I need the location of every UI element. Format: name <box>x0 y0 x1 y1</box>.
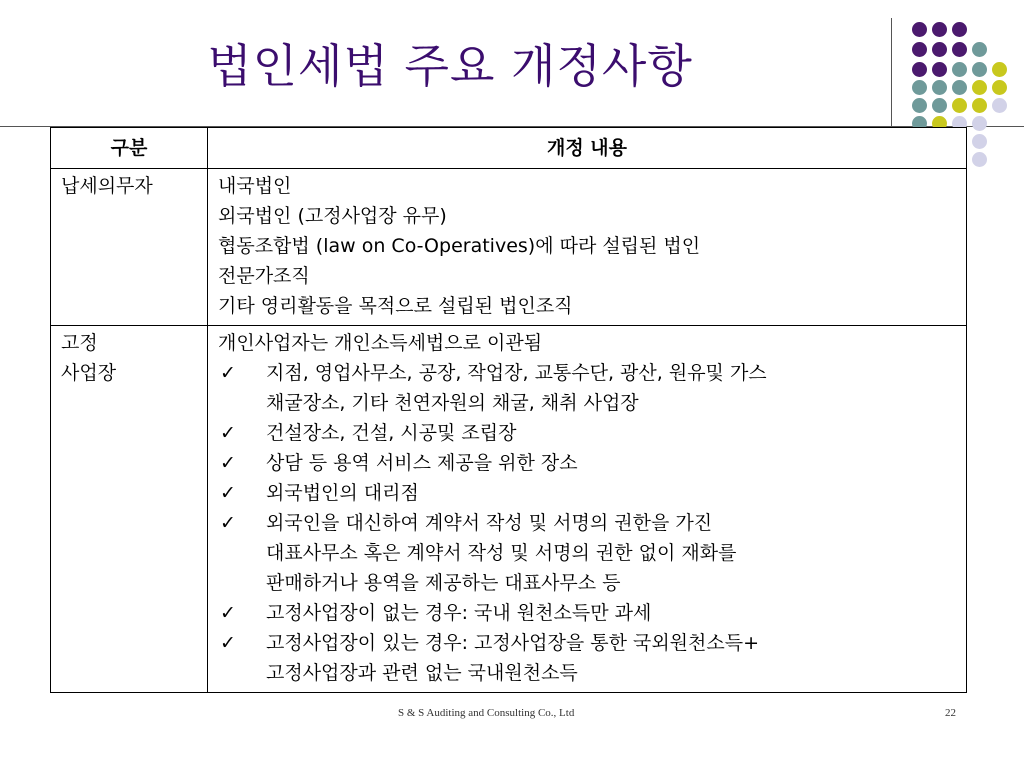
check-icon: ✓ <box>220 632 236 654</box>
decor-dot <box>952 98 967 113</box>
check-icon: ✓ <box>220 602 236 624</box>
checklist-text: 대표사무소 혹은 계약서 작성 및 서명의 권한 없이 재화를 <box>266 542 737 564</box>
decor-dot <box>972 98 987 113</box>
category-text: 고정 <box>61 332 98 354</box>
category-text: 납세의무자 <box>61 175 153 197</box>
content-line: 협동조합법 (law on Co-Operatives)에 따라 설립된 법인 <box>218 235 701 257</box>
decor-dot <box>992 62 1007 77</box>
decor-dot <box>952 80 967 95</box>
decor-dot <box>912 42 927 57</box>
decor-dot <box>952 62 967 77</box>
check-icon: ✓ <box>220 512 236 534</box>
page-title: 법인세법 주요 개정사항 <box>207 39 693 93</box>
checklist-text: 건설장소, 건설, 시공및 조립장 <box>266 422 517 444</box>
row-content <box>208 169 967 326</box>
checklist-item <box>218 598 956 628</box>
checklist-item <box>218 358 956 418</box>
category-text: 사업장 <box>61 362 117 384</box>
check-icon: ✓ <box>220 422 236 444</box>
check-icon: ✓ <box>220 482 236 504</box>
content-intro: 개인사업자는 개인소득세법으로 이관됨 <box>218 332 543 354</box>
checklist-text: 지점, 영업사무소, 공장, 작업장, 교통수단, 광산, 원유및 가스 <box>266 362 767 384</box>
decor-dot <box>932 98 947 113</box>
decor-dot <box>932 42 947 57</box>
content-line: 내국법인 <box>218 175 292 197</box>
decor-dot <box>972 80 987 95</box>
header-category: 구분 <box>51 128 208 169</box>
checklist-item <box>218 478 956 508</box>
header-content: 개정 내용 <box>208 128 967 169</box>
checklist-item <box>218 628 956 688</box>
check-icon: ✓ <box>220 362 236 384</box>
row-category <box>51 326 208 693</box>
decor-dot <box>932 22 947 37</box>
decor-dot <box>972 152 987 167</box>
checklist-text: 채굴장소, 기타 천연자원의 채굴, 채취 사업장 <box>266 392 639 414</box>
decor-dot <box>912 62 927 77</box>
checklist <box>218 358 956 688</box>
decor-dot <box>972 134 987 149</box>
table-row <box>51 326 967 693</box>
checklist-text: 판매하거나 용역을 제공하는 대표사무소 등 <box>266 572 621 594</box>
decor-dot <box>912 80 927 95</box>
checklist-text: 고정사업장과 관련 없는 국내원천소득 <box>266 662 578 684</box>
decor-dot <box>972 42 987 57</box>
checklist-item <box>218 448 956 478</box>
table-header-row <box>51 128 967 169</box>
check-icon: ✓ <box>220 452 236 474</box>
table-row <box>51 169 967 326</box>
content-line: 외국법인 (고정사업장 유무) <box>218 205 447 227</box>
decor-dot <box>972 116 987 131</box>
row-content <box>208 326 967 693</box>
decor-dot <box>992 98 1007 113</box>
checklist-text: 외국법인의 대리점 <box>266 482 419 504</box>
decor-dot <box>992 80 1007 95</box>
page-number: 22 <box>945 707 956 719</box>
checklist-item <box>218 418 956 448</box>
decor-dot <box>932 62 947 77</box>
checklist-text: 고정사업장이 있는 경우: 고정사업장을 통한 국외원천소득+ <box>266 632 760 654</box>
checklist-text: 고정사업장이 없는 경우: 국내 원천소득만 과세 <box>266 602 652 624</box>
decor-dot <box>912 98 927 113</box>
decor-dot <box>912 22 927 37</box>
revision-table <box>50 127 967 693</box>
row-category <box>51 169 208 326</box>
decor-dot <box>952 22 967 37</box>
content-line: 기타 영리활동을 목적으로 설립된 법인조직 <box>218 295 573 317</box>
decor-dot <box>932 80 947 95</box>
decor-dot <box>952 42 967 57</box>
content-line: 전문가조직 <box>218 265 310 287</box>
checklist-text: 상담 등 용역 서비스 제공을 위한 장소 <box>266 452 578 474</box>
footer-company: S & S Auditing and Consulting Co., Ltd <box>398 707 575 719</box>
decor-dot <box>972 62 987 77</box>
checklist-item <box>218 508 956 598</box>
checklist-text: 외국인을 대신하여 계약서 작성 및 서명의 권한을 가진 <box>266 512 713 534</box>
